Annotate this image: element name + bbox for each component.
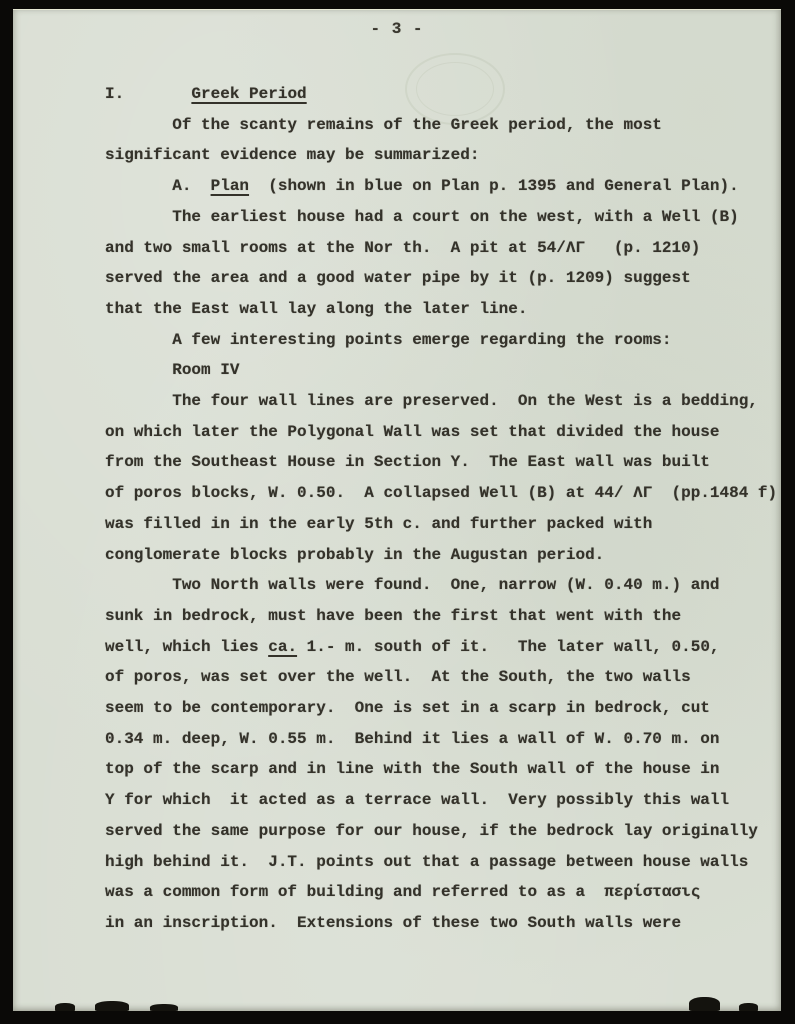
scan-edge-artifact [55, 1003, 75, 1011]
text-line [105, 908, 777, 939]
text-segment: Of the scanty remains of the Greek period, the most [105, 115, 662, 134]
text-line [105, 386, 777, 417]
text-line [105, 847, 777, 878]
text-segment: (shown in blue on Plan p. 1395 and General Plan). [249, 177, 739, 196]
text-segment: 0.34 m. deep, W. 0.55 m. Behind it lies a wall of W. 0.70 m. on [105, 729, 720, 748]
text-segment: well, which lies [105, 637, 269, 656]
scan-edge-artifact [739, 1003, 758, 1011]
text-line [105, 140, 777, 171]
text-line [105, 540, 777, 571]
text-segment: in an inscription. Extensions of these two South walls were [105, 913, 682, 932]
text-line [105, 325, 777, 356]
scan-edge-artifact [150, 1004, 178, 1011]
text-segment: top of the scarp and in line with the South wall of the house in [105, 760, 720, 779]
text-segment: Two North walls were found. One, narrow (W. 0.40 m.) and [105, 576, 720, 595]
text-line [105, 355, 777, 386]
text-line [105, 662, 777, 693]
text-line [105, 877, 777, 908]
text-segment: of poros blocks, W. 0.50. A collapsed Well (B) at 44/ ΛΓ (pp.1484 f) [105, 484, 778, 503]
text-segment: was a common form of building and referred to as a περίστασις [105, 883, 701, 902]
text-segment: sunk in bedrock, must have been the first that went with the [105, 606, 682, 625]
text-segment: Y for which it acted as a terrace wall. Very possibly this wall [105, 791, 730, 810]
text-line [105, 110, 777, 141]
text-line [105, 202, 777, 233]
underlined-text: ca. [268, 637, 298, 656]
text-line [105, 785, 777, 816]
page-number: - 3 - [370, 20, 424, 38]
document-lines [105, 79, 777, 939]
section-heading [105, 79, 777, 110]
underlined-text: Greek Period [191, 85, 307, 103]
text-segment: served the same purpose for our house, if the bedrock lay originally [105, 821, 758, 840]
text-segment: Room IV [105, 361, 240, 380]
scan-edge-artifact [95, 1001, 129, 1011]
text-segment: high behind it. J.T. points out that a passage between house walls [105, 852, 749, 871]
text-segment: from the Southeast House in Section Y. The East wall was built [105, 453, 710, 472]
text-segment: of poros, was set over the well. At the South, the two walls [105, 668, 691, 687]
text-segment: was filled in in the early 5th c. and further packed with [105, 514, 653, 533]
text-segment: A few interesting points emerge regarding the rooms: [105, 330, 672, 349]
text-segment: that the East wall lay along the later line. [105, 299, 528, 318]
text-line [105, 171, 777, 202]
text-line [105, 693, 777, 724]
text-line [105, 263, 777, 294]
text-line [105, 417, 777, 448]
paper-page [13, 9, 781, 1011]
text-line [105, 294, 777, 325]
text-line [105, 478, 777, 509]
text-segment: The four wall lines are preserved. On the West is a bedding, [105, 392, 758, 411]
text-line [105, 570, 777, 601]
text-line [105, 447, 777, 478]
text-line [105, 509, 777, 540]
text-segment: and two small rooms at the Nor th. A pit at 54/ΛΓ (p. 1210) [105, 238, 701, 257]
text-segment: I. [105, 85, 192, 103]
text-segment: conglomerate blocks probably in the Augustan period. [105, 545, 605, 564]
scan-edge-artifact [689, 997, 720, 1011]
text-line [105, 724, 777, 755]
text-line [105, 754, 777, 785]
text-line [105, 632, 777, 663]
text-segment: 1.- m. south of it. The later wall, 0.50, [297, 637, 720, 656]
text-line [105, 233, 777, 264]
text-line [105, 601, 777, 632]
text-segment: seem to be contemporary. One is set in a scarp in bedrock, cut [105, 699, 710, 718]
text-segment: on which later the Polygonal Wall was set that divided the house [105, 422, 720, 441]
text-segment: significant evidence may be summarized: [105, 146, 480, 165]
underlined-text: Plan [210, 177, 250, 196]
text-segment: served the area and a good water pipe by it (p. 1209) suggest [105, 269, 691, 288]
text-segment: A. [105, 177, 211, 196]
text-line [105, 816, 777, 847]
text-segment: The earliest house had a court on the west, with a Well (B) [105, 207, 739, 226]
